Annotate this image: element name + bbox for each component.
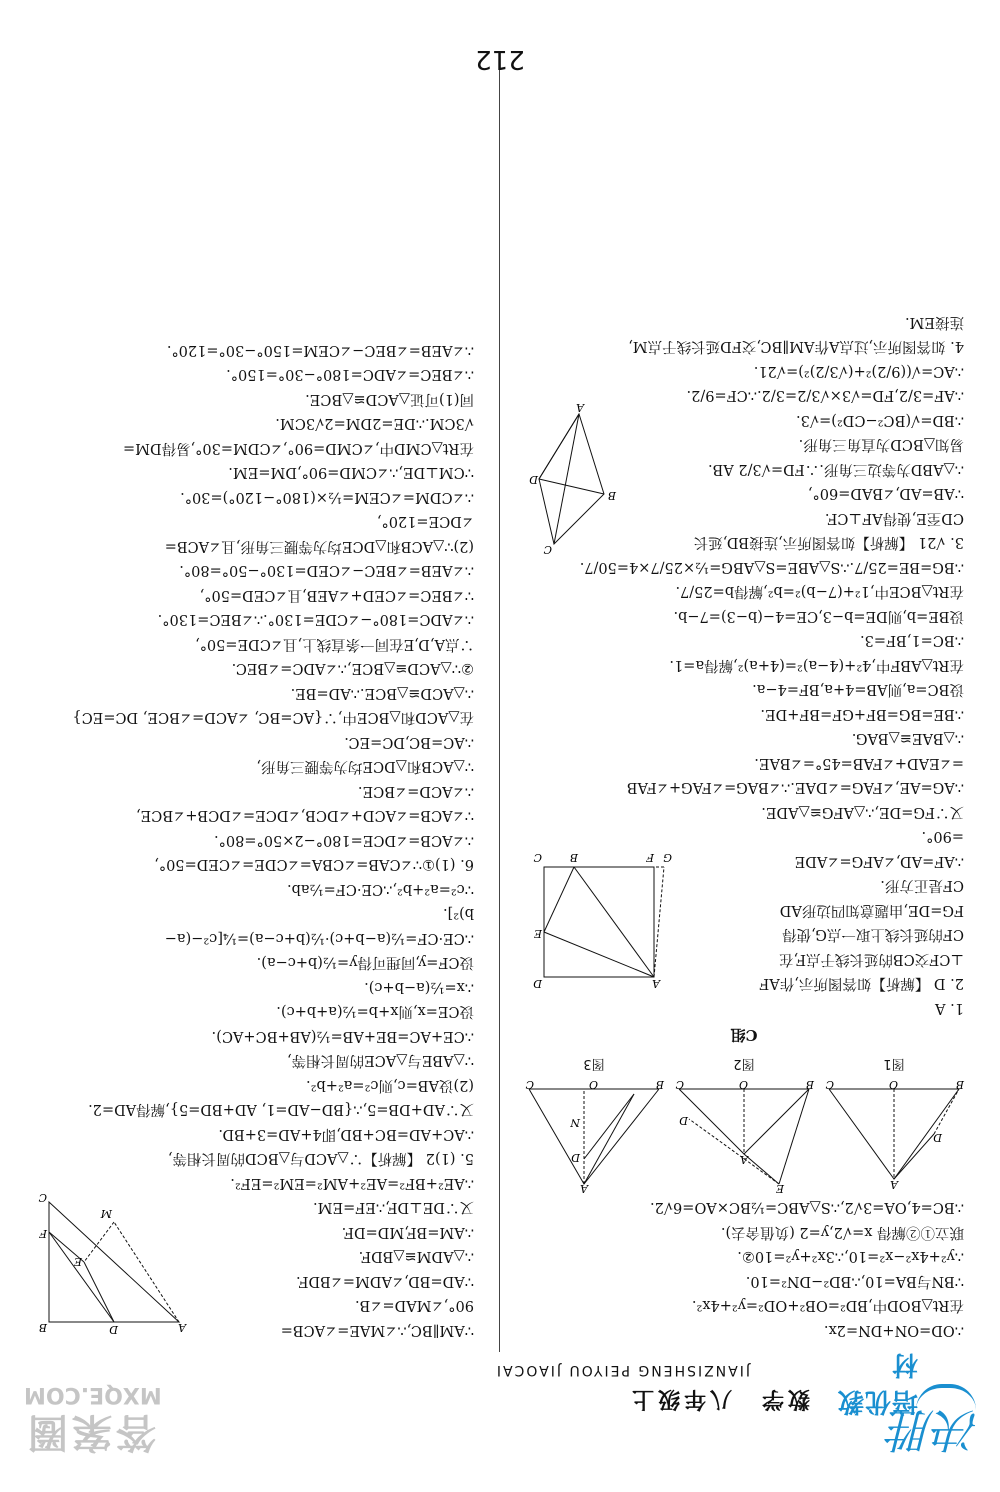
svg-text:B: B [607, 489, 616, 503]
text-line: ∴AF=AD,∠AFG=∠ADE [794, 853, 964, 869]
text-line: (2)设AB=c,则c²=a²+b². [306, 1077, 474, 1093]
column-divider [499, 52, 500, 1352]
text-line: ∴∠CDM=∠CEM=½×(180°−120°)=30°. [180, 489, 474, 505]
text-line: ⊥CF交CB的延长线于点F,在 [779, 951, 964, 967]
text-line: ∴BC=4,OA=3√2,∴S△ABC=½BC×AO=6√2. [649, 1199, 964, 1216]
triangle-figure-1 [824, 1079, 964, 1189]
text-line: ∴∠AEB=∠BEC−∠CED=130°−50°=80°. [179, 562, 474, 579]
quadrilateral-figure [529, 401, 624, 557]
text-line: 在Rt△ABF中,4²+(4−a)²=(4+a)²,解得a=1. [669, 657, 964, 673]
text-line: ∴BG=BE=25/7.∴S△ABE=S△ABG=½×25/7×4=50/7. [579, 559, 964, 575]
text-line: 3. √21 【解析】如答图所示,连接BD,延长 [693, 534, 964, 551]
text-line: ∵∠BEC=∠CED+∠AEB,且∠CED=50°, [199, 587, 474, 603]
text-line: ∴∠BEC=∠ADC=180°−30°=150°. [226, 366, 474, 383]
text-line: 设CF=y,同理可得y=½(b+c−a). [256, 954, 474, 971]
text-line: 在Rt△CMD中,∠CMD=90°,∠CDM=30°,易得DM= [122, 440, 474, 456]
figure-label: 图3 [583, 1056, 605, 1071]
text-line: ∵∠ACB=∠ACD+∠DCB,∠DCE=∠DCB+∠BCE, [135, 807, 474, 824]
svg-text:E: E [775, 1182, 784, 1195]
text-line: =90°. [921, 828, 964, 845]
text-line: 在△ACD和△BCE中,∵{AC=BC, ∠ACD=∠BCE, DC=EC} [72, 709, 474, 726]
svg-text:O: O [588, 1078, 598, 1091]
text-line: 5. (1)2 【解析】∵△ACD与△BCD的周长相等, [167, 1150, 474, 1167]
text-line: ∴∠ADC=180°−∠CDE=130°.∴∠BEC=130°. [157, 611, 474, 628]
svg-text:C: C [825, 1078, 834, 1091]
text-line: 设BC=a,则AB=4+a,BF=4−a. [752, 681, 964, 698]
text-line: ∴AG=AE,∠FAG=∠DAE.∴∠BAG=∠FAG+∠FAB [626, 779, 964, 796]
text-line: ∵c²=a²+b²,∴CE·CF=½ab. [286, 881, 474, 897]
figure-label: 图1 [883, 1056, 905, 1071]
text-line: 设BE=b,则DE=b−3,CE=4−(b−3)=7−b. [673, 608, 964, 624]
text-line: 6. (1)①∵∠CAB=∠CBA=∠CDE=∠CED=50°, [154, 856, 474, 873]
text-line: 2. D 【解析】如答图所示,作AF [759, 975, 964, 992]
text-line: 1. A [935, 1000, 964, 1016]
svg-text:E: E [533, 927, 542, 940]
logo-main: 培优教材 [836, 1349, 918, 1416]
text-line: b)²]. [442, 905, 474, 922]
svg-text:C: C [675, 1078, 684, 1091]
figure-row [524, 1056, 964, 1195]
right-triangle-figure [34, 1192, 194, 1342]
svg-text:O: O [888, 1078, 898, 1091]
text-line: ∴∠AEB=∠BEC−∠CEM=150°−30°=120°. [166, 342, 474, 358]
triangle-figure-2 [674, 1078, 814, 1195]
left-column [524, 310, 964, 1343]
text-line: ∴AC=BC,DC=EC. [344, 734, 474, 750]
text-line: 同(1)可证△ACD≌△BCE. [305, 391, 474, 407]
text-line: ∴AF=3/2,FD=√3×√3/2=3/2.∴CF=9/2. [686, 387, 964, 404]
text-line: ∴AC+AD=BC+BD,即4+AD=3+BD. [218, 1126, 474, 1142]
text-line: ∵AM∥BC,∴∠MAE=∠ACB= [280, 1322, 474, 1338]
svg-text:C: C [525, 1078, 534, 1091]
logo-script: 决胜 [888, 1403, 980, 1457]
text-line: 又∵AD+DB=5,∴{BD−AD=1, AD+BD=5},解得AD=2. [88, 1101, 474, 1118]
svg-text:O: O [738, 1078, 748, 1091]
svg-text:A: A [580, 1182, 588, 1195]
text-line: 设CE=x,则x+b=½(a+b+c). [276, 1003, 474, 1020]
text-line: ∴CE+AC=BE+AB=½(AB+BC+AC). [211, 1028, 474, 1044]
text-line: (2)∵△ACB和△DCE均为等腰三角形,且∠ACB= [164, 538, 474, 554]
text-line: ∴BC=1,BF=3. [860, 632, 964, 649]
text-line: CD至E,使得AF⊥CF. [824, 510, 964, 526]
subject-title: 数学 八年级上 [627, 1386, 810, 1412]
text-line: √3CM.∴DE=2DM=2√3CM. [275, 415, 474, 432]
svg-text:E: E [73, 1255, 82, 1268]
text-line: =∠EAD+∠FAB=45°=∠BAE. [754, 755, 964, 771]
svg-text:C: C [38, 1191, 47, 1204]
header [0, 1349, 1000, 1474]
text-line: ∵△ACB和△DCE均为等腰三角形, [256, 758, 474, 775]
text-line: ∵点A,D,E在同一条直线上,且∠CDE=50°, [195, 636, 474, 652]
text-line: ∴OD=ON+DN=2x. [823, 1322, 964, 1338]
text-line: ∴BD=√(BC²−CD²)=√3. [796, 412, 964, 428]
svg-text:M: M [100, 1207, 112, 1220]
svg-text:B: B [655, 1078, 664, 1091]
text-line: CF的延长线上取一点G,使得 [782, 926, 964, 943]
svg-text:C: C [533, 851, 542, 864]
figure-2 [674, 1056, 814, 1195]
text-line: ∴AM=BF,MD=DF. [341, 1224, 474, 1240]
text-line: ∴BE=BG=BF+GF=BF+DE. [760, 706, 964, 722]
text-line: 在Rt△BCE中,1²+(7−b)²=b²,解得b=25/7. [675, 583, 964, 600]
figure-label: 图2 [733, 1056, 755, 1071]
section-heading: C组 [730, 1026, 758, 1044]
svg-text:A: A [740, 1153, 748, 1166]
svg-text:B: B [569, 851, 578, 864]
square-figure [524, 832, 674, 992]
page-number: 212 [475, 44, 525, 74]
text-line: ∴△BAE≌△BAG. [851, 730, 964, 747]
watermark-logo: 答案圈 [24, 1409, 156, 1455]
text-line: ∴△ACD≌△BCE.∴AD=BE. [290, 685, 474, 701]
text-line: CF是正方形. [880, 877, 964, 894]
svg-text:A: A [576, 401, 584, 415]
svg-text:G: G [663, 851, 672, 864]
text-line: 在Rt△BOD中,BD²=OB²+OD²=y²+4x². [691, 1297, 964, 1314]
text-line: ∴∠ACB=∠DCE=180°−2×50°=80°. [214, 832, 474, 848]
svg-text:C: C [543, 543, 552, 557]
publisher-logo [820, 1349, 980, 1466]
text-line: 易知△BCD为直角三角形. [798, 436, 964, 453]
text-line: ∵AD=BD,∠ADM=∠BDF. [296, 1273, 474, 1289]
svg-text:D: D [679, 1114, 688, 1127]
text-line: ∴AE²+BF²=AE²+AM²=EM²=EF². [230, 1175, 474, 1191]
svg-text:D: D [109, 1323, 118, 1336]
svg-text:A: A [652, 977, 660, 990]
watermark [24, 1382, 162, 1464]
figure-3 [524, 1056, 664, 1195]
svg-text:F: F [39, 1227, 47, 1240]
svg-text:N: N [570, 1116, 580, 1129]
text-line: 联立①②解得 x=√2,y=2 (负值舍去). [720, 1224, 964, 1240]
svg-text:D: D [533, 977, 542, 990]
svg-text:D: D [529, 473, 538, 487]
svg-text:B: B [38, 1321, 47, 1334]
text-line: ∵CM⊥DE,∴∠CMD=90°,DM=EM. [228, 464, 474, 481]
svg-text:B: B [955, 1078, 964, 1091]
text-line: FG=DE,由题意知四边形AD [779, 902, 964, 918]
text-line: ∵BN与BA=10,∴BD²−DN²=10. [745, 1273, 964, 1289]
svg-text:D: D [571, 1151, 580, 1164]
triangle-figure-3 [524, 1078, 664, 1195]
text-line: ∴CE·CF=½(a−b+c)·½(b+c−a)=¼[c²−(a− [164, 930, 474, 946]
text-line: ∴△ABD为等边三角形.∴FD=√3/2 AB. [708, 461, 964, 477]
text-line: 又∵FG=DE,∴△AFG≌△ADE. [761, 804, 964, 820]
text-line: ∵△ABE与△ACE的周长相等, [287, 1052, 474, 1069]
svg-text:D: D [933, 1131, 942, 1144]
figure-1 [824, 1056, 964, 1189]
text-line: 又∵DE⊥DF,∴EF=EM. [313, 1199, 474, 1216]
text-line: ∵AB=AD,∠BAD=60°, [807, 485, 964, 502]
svg-text:A: A [890, 1178, 898, 1191]
text-line: ∠DCE=120°, [376, 513, 474, 530]
logo-swoosh-icon [916, 1384, 976, 1410]
svg-text:A: A [178, 1321, 186, 1334]
text-line: 90°,∠MAD=∠B. [355, 1297, 474, 1314]
series-pinyin: JIANZISHENG PEIYOU JIAOCAI [494, 1362, 750, 1378]
text-line: 连接EM. [904, 314, 964, 330]
text-line: ∴△ADM≌△BDF. [358, 1248, 474, 1265]
text-line: ∴x=½(a−b+c). [364, 979, 474, 995]
text-line: ∴AC=√((9/2)²+(√3/2)²)=√21. [753, 363, 964, 379]
text-line: 4. 如答图所示,过点A作AM∥BC,交FD延长线于点M, [628, 338, 964, 355]
right-column [34, 338, 474, 1343]
text-line: ∴y²+4x²−x²=10,∴3x²+y²=10②. [737, 1248, 964, 1265]
text-line: ②∵△ACD≌△BCE,∴∠ADC=∠BEC. [231, 660, 474, 677]
svg-text:B: B [805, 1078, 814, 1091]
watermark-url: MXQE.COM [24, 1382, 162, 1407]
text-line: ∴∠ACD=∠BCE. [357, 783, 474, 799]
svg-text:F: F [646, 851, 654, 864]
